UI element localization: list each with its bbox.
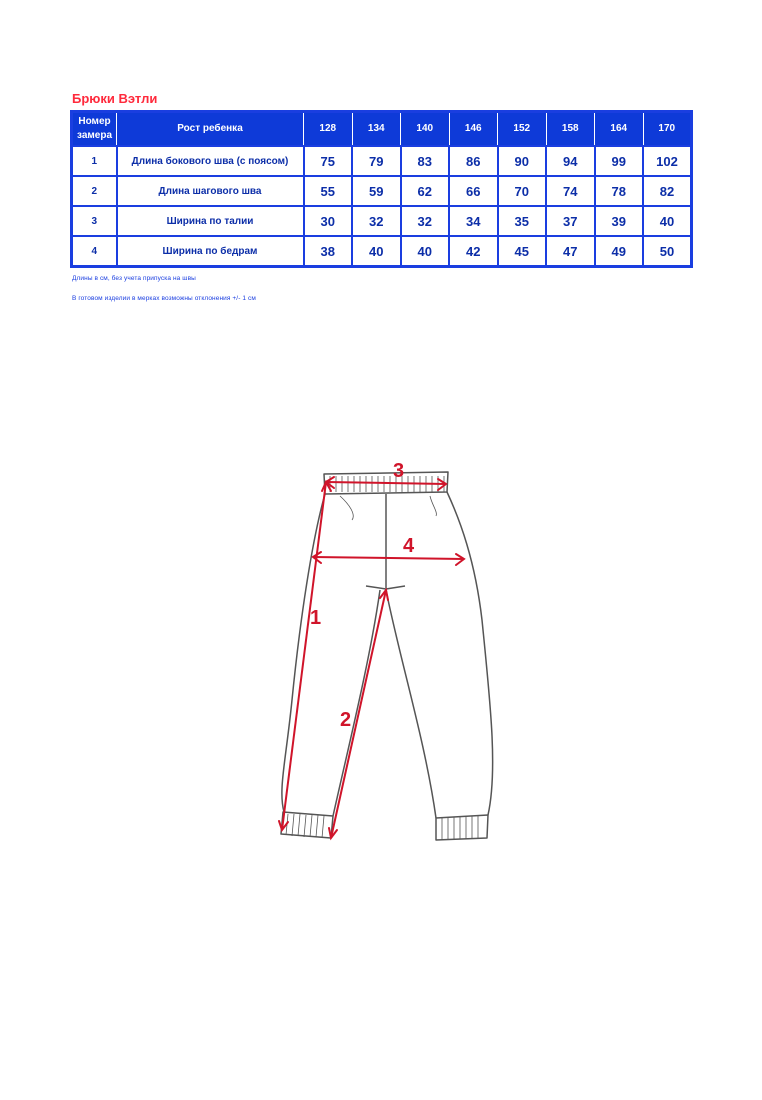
table-cell: 34 (449, 206, 498, 236)
table-cell: 74 (546, 176, 595, 206)
header-size: 152 (498, 112, 547, 147)
right-leg-outline (447, 492, 493, 815)
row-number: 2 (72, 176, 117, 206)
table-cell: 32 (352, 206, 401, 236)
header-size: 146 (449, 112, 498, 147)
row-number: 3 (72, 206, 117, 236)
table-cell: 70 (498, 176, 547, 206)
table-cell: 37 (546, 206, 595, 236)
product-title: Брюки Вэтли (72, 91, 158, 106)
table-cell: 78 (595, 176, 644, 206)
table-cell: 50 (643, 236, 692, 267)
marker-3: 3 (393, 460, 405, 482)
table-cell: 47 (546, 236, 595, 267)
row-number: 1 (72, 146, 117, 176)
header-child-height: Рост ребенка (117, 112, 304, 147)
header-size: 134 (352, 112, 401, 147)
table-cell: 38 (304, 236, 353, 267)
table-cell: 79 (352, 146, 401, 176)
table-cell: 86 (449, 146, 498, 176)
header-size: 164 (595, 112, 644, 147)
table-cell: 55 (304, 176, 353, 206)
table-cell: 75 (304, 146, 353, 176)
table-cell: 40 (352, 236, 401, 267)
note-tolerance: В готовом изделии в мерках возможны отклонения +/- 1 см (72, 295, 256, 302)
row-number: 4 (72, 236, 117, 267)
table-cell: 82 (643, 176, 692, 206)
table-cell: 40 (643, 206, 692, 236)
marker-4: 4 (403, 535, 415, 557)
pants-outline (281, 472, 493, 840)
table-cell: 83 (401, 146, 450, 176)
measure-line-3 (326, 482, 446, 484)
header-size: 128 (304, 112, 353, 147)
table-cell: 39 (595, 206, 644, 236)
row-label: Ширина по бедрам (117, 236, 304, 267)
measure-line-1 (282, 482, 326, 830)
row-label: Длина бокового шва (с поясом) (117, 146, 304, 176)
table-cell: 102 (643, 146, 692, 176)
table-cell: 45 (498, 236, 547, 267)
right-cuff (436, 815, 488, 840)
row-label: Ширина по талии (117, 206, 304, 236)
header-measure-number-line1: Номер (78, 116, 111, 127)
table-cell: 99 (595, 146, 644, 176)
table-cell: 35 (498, 206, 547, 236)
inner-right-leg (386, 590, 436, 818)
inner-left-leg (333, 590, 380, 816)
measure-line-4 (313, 557, 464, 559)
table-cell: 30 (304, 206, 353, 236)
table-cell: 42 (449, 236, 498, 267)
table-cell: 59 (352, 176, 401, 206)
header-size: 158 (546, 112, 595, 147)
pocket-left (340, 496, 353, 520)
marker-2: 2 (340, 709, 352, 731)
table-cell: 66 (449, 176, 498, 206)
note-units: Длины в см, без учета припуска на швы (72, 275, 196, 282)
header-measure-number-line2: замера (76, 130, 113, 141)
measurement-lines (282, 482, 464, 838)
pocket-right (430, 496, 436, 516)
left-cuff (281, 812, 333, 838)
header-size: 140 (401, 112, 450, 147)
table-cell: 32 (401, 206, 450, 236)
table-cell: 90 (498, 146, 547, 176)
table-cell: 49 (595, 236, 644, 267)
header-size: 170 (643, 112, 692, 147)
table-cell: 62 (401, 176, 450, 206)
table-cell: 40 (401, 236, 450, 267)
marker-1: 1 (310, 607, 322, 629)
row-label: Длина шагового шва (117, 176, 304, 206)
table-cell: 94 (546, 146, 595, 176)
